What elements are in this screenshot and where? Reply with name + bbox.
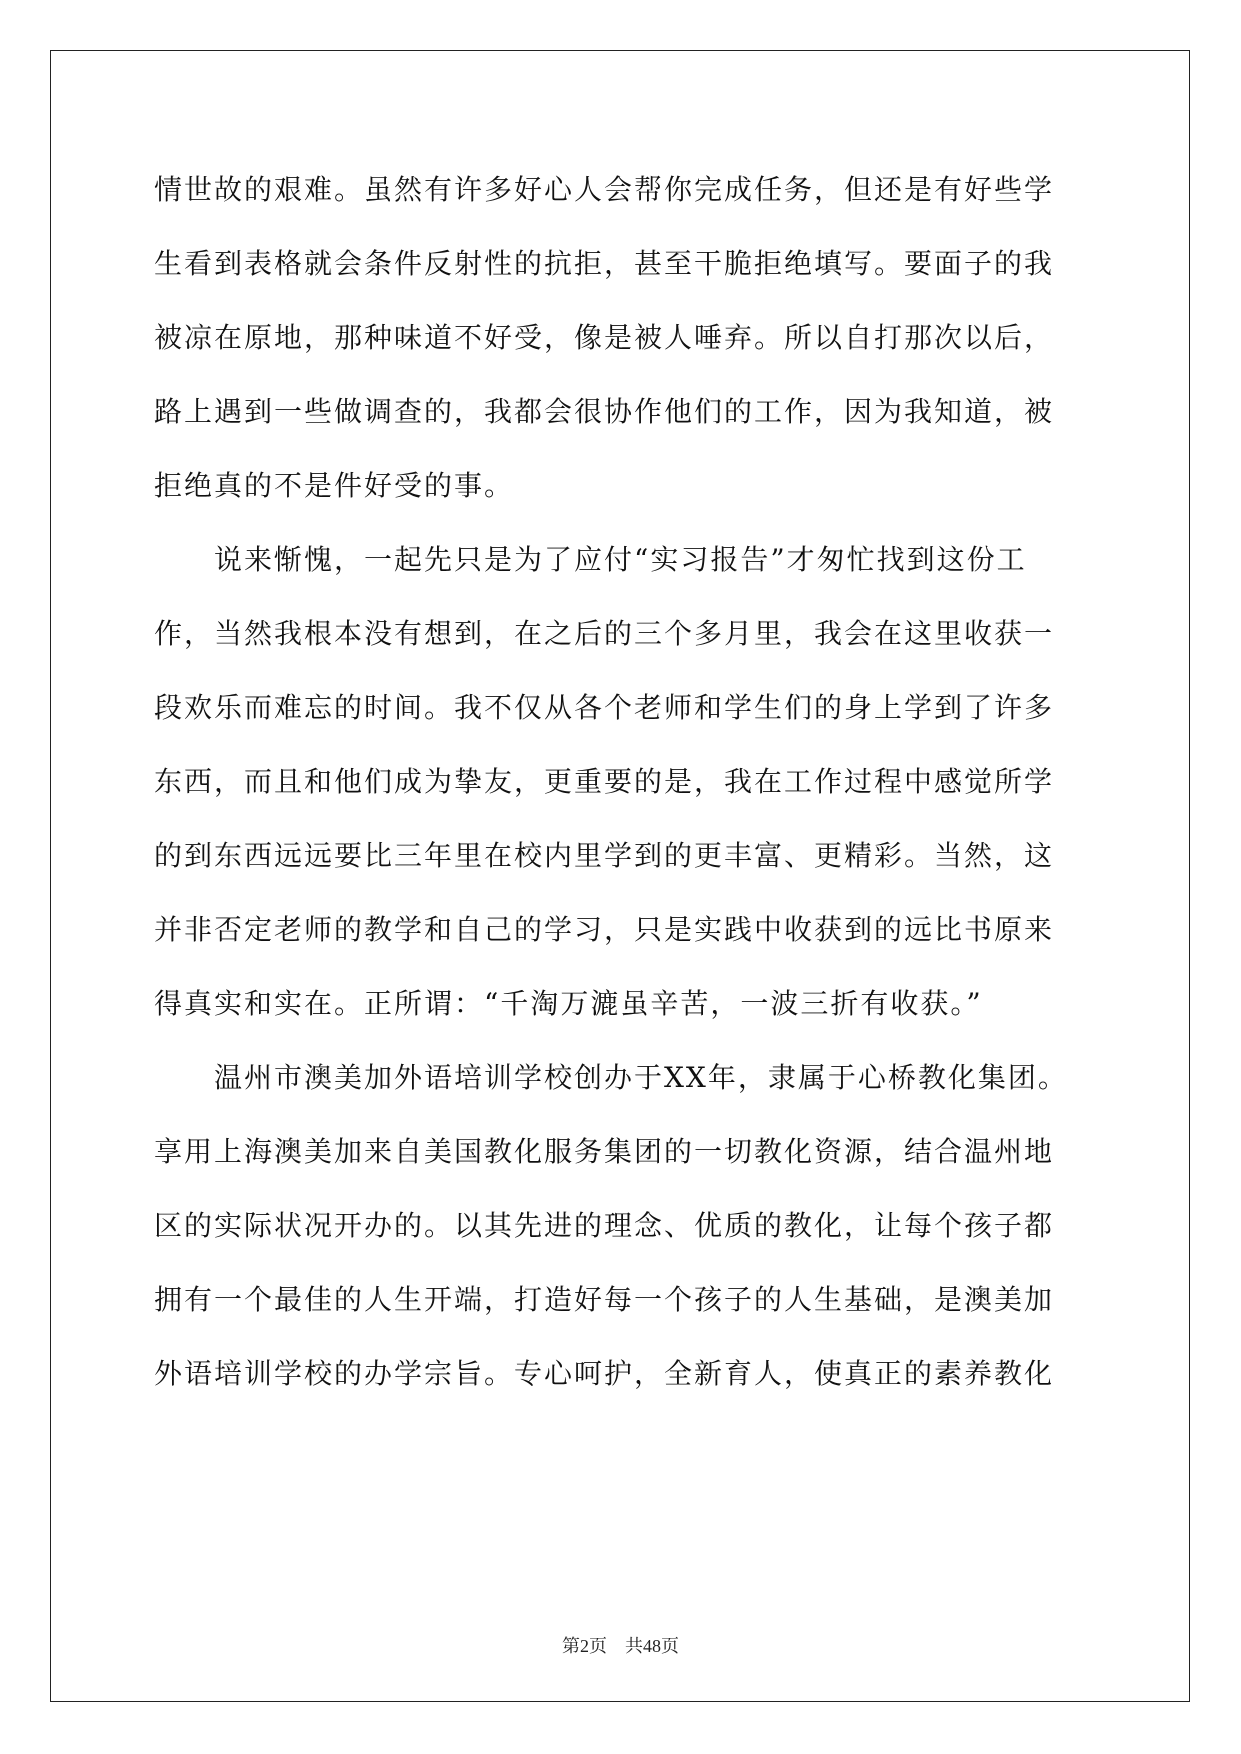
text-line: 享用上海澳美加来自美国教化服务集团的一切教化资源，结合温州地 [154, 1135, 1055, 1168]
paragraph-start-line: 温州市澳美加外语培训学校创办于XX年，隶属于心桥教化集团。 [214, 1061, 1068, 1094]
text-line: 的到东西远远要比三年里在校内里学到的更丰富、更精彩。当然，这 [154, 839, 1055, 872]
text-line: 被凉在原地，那种味道不好受，像是被人唾弃。所以自打那次以后， [154, 321, 1055, 354]
text-line: 情世故的艰难。虽然有许多好心人会帮你完成任务，但还是有好些学 [154, 173, 1055, 206]
text-line: 路上遇到一些做调查的，我都会很协作他们的工作，因为我知道，被 [154, 395, 1055, 428]
text-line: 并非否定老师的教学和自己的学习，只是实践中收获到的远比书原来 [154, 913, 1055, 946]
page-total: 共48页 [625, 1636, 679, 1656]
text-line: 外语培训学校的办学宗旨。专心呵护，全新育人，使真正的素养教化 [154, 1357, 1055, 1390]
page-border [50, 50, 1190, 1702]
page-number: 第2页 [562, 1636, 607, 1656]
text-line: 得真实和实在。正所谓：“千淘万漉虽辛苦，一波三折有收获。” [154, 987, 983, 1020]
text-line: 拥有一个最佳的人生开端，打造好每一个孩子的人生基础，是澳美加 [154, 1283, 1055, 1316]
text-line: 生看到表格就会条件反射性的抗拒，甚至干脆拒绝填写。要面子的我 [154, 247, 1055, 280]
paragraph-start-line: 说来惭愧，一起先只是为了应付“实习报告”才匆忙找到这份工 [214, 543, 1027, 576]
text-line: 拒绝真的不是件好受的事。 [154, 469, 515, 502]
text-line: 段欢乐而难忘的时间。我不仅从各个老师和学生们的身上学到了许多 [154, 691, 1055, 724]
text-line: 作，当然我根本没有想到，在之后的三个多月里，我会在这里收获一 [154, 617, 1055, 650]
text-line: 东西，而且和他们成为挚友，更重要的是，我在工作过程中感觉所学 [154, 765, 1055, 798]
text-line: 区的实际状况开办的。以其先进的理念、优质的教化，让每个孩子都 [154, 1209, 1055, 1242]
page-footer [0, 1632, 1241, 1658]
